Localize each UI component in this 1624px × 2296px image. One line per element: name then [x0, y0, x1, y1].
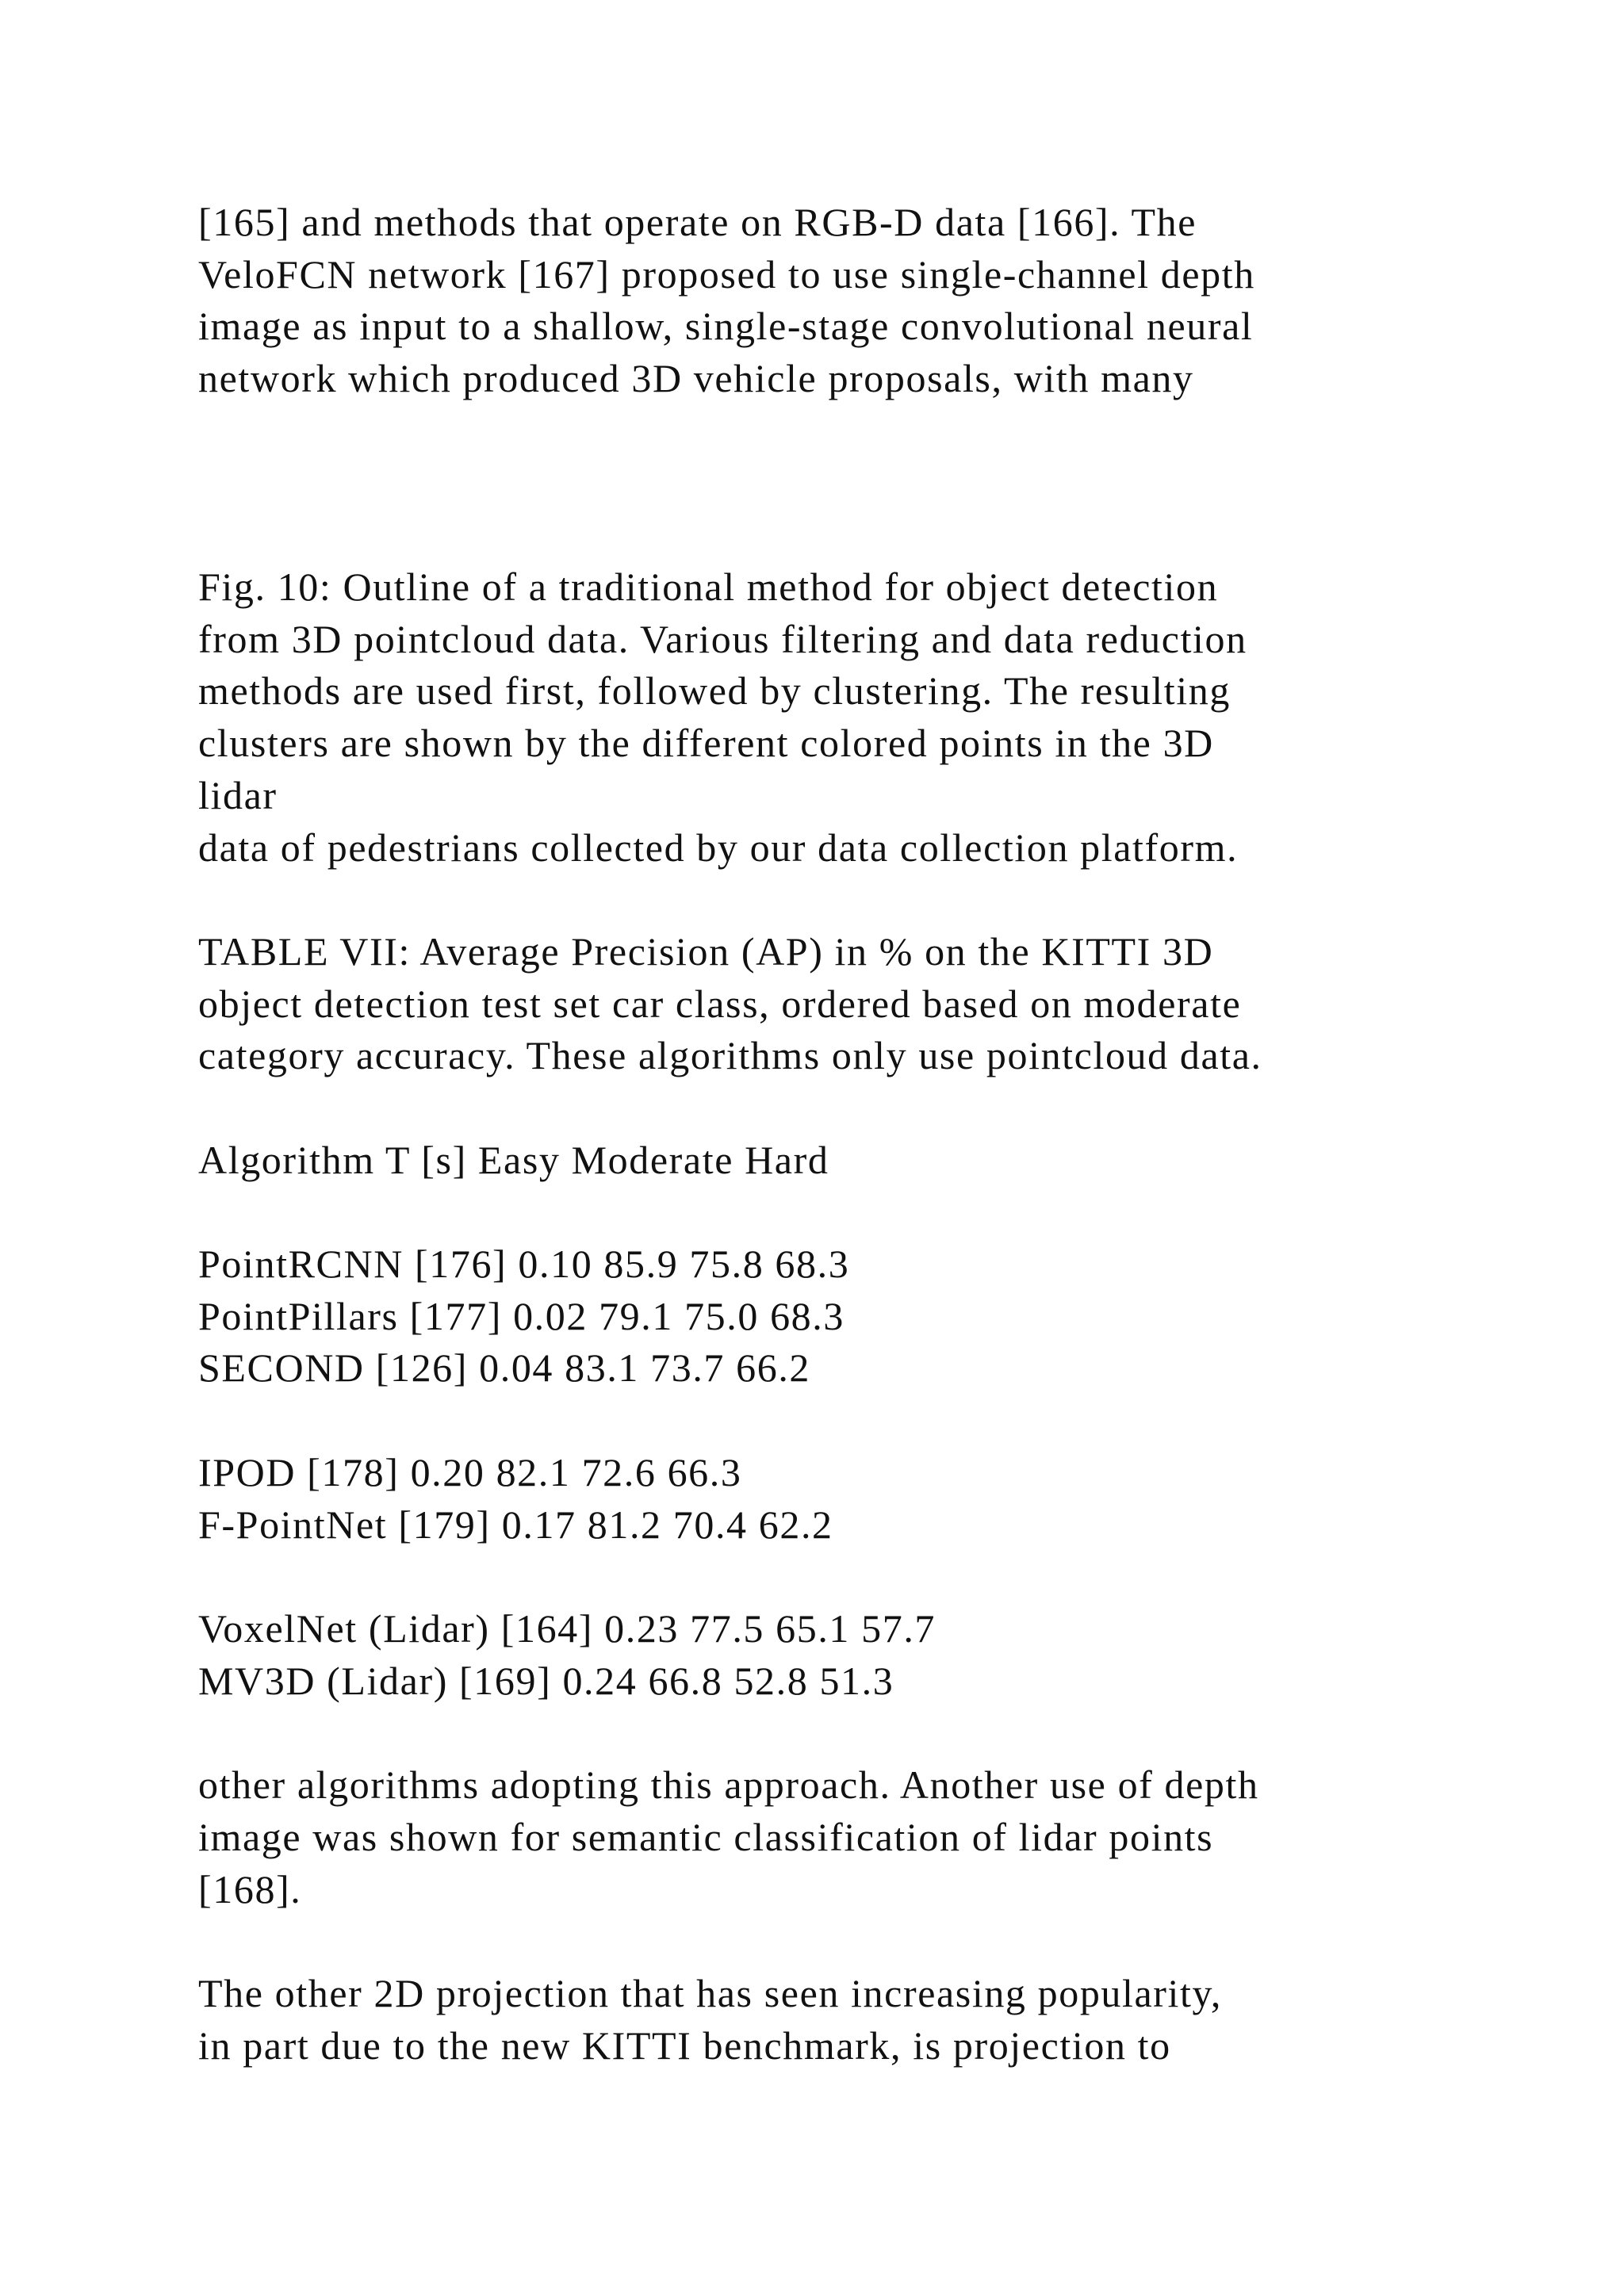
figure-caption-line-4: clusters are shown by the different colored points in the 3D: [198, 721, 1214, 765]
table-row-f-pointnet: F-PointNet [179] 0.17 81.2 70.4 62.2: [198, 1502, 833, 1547]
table-row-pointpillars: PointPillars [177] 0.02 79.1 75.0 68.3: [198, 1294, 845, 1338]
continuation-paragraph-line-2: image was shown for semantic classification of lidar points: [198, 1815, 1214, 1859]
intro-paragraph-line-2: VeloFCN network [167] proposed to use single-channel depth: [198, 252, 1255, 297]
table-caption-line-3: category accuracy. These algorithms only use pointcloud data.: [198, 1033, 1262, 1077]
figure-caption-line-5: lidar: [198, 773, 278, 817]
table-caption-line-2: object detection test set car class, ordered based on moderate: [198, 982, 1242, 1026]
figure-caption-line-6: data of pedestrians collected by our data collection platform.: [198, 825, 1239, 870]
continuation-paragraph-line-1: other algorithms adopting this approach. Another use of depth: [198, 1762, 1259, 1807]
figure-caption-line-2: from 3D pointcloud data. Various filtering and data reduction: [198, 617, 1247, 661]
continuation-paragraph-line-3: [168].: [198, 1867, 302, 1911]
intro-paragraph-line-1: [165] and methods that operate on RGB-D data [166]. The: [198, 200, 1197, 244]
intro-paragraph-line-4: network which produced 3D vehicle proposals, with many: [198, 356, 1194, 400]
figure-caption-line-1: Fig. 10: Outline of a traditional method for object detection: [198, 564, 1219, 609]
final-paragraph-line-1: The other 2D projection that has seen increasing popularity,: [198, 1971, 1222, 2015]
table-header: Algorithm T [s] Easy Moderate Hard: [198, 1138, 829, 1182]
table-row-ipod: IPOD [178] 0.20 82.1 72.6 66.3: [198, 1450, 742, 1494]
table-caption-line-1: TABLE VII: Average Precision (AP) in % on the KITTI 3D: [198, 929, 1214, 974]
intro-paragraph-line-3: image as input to a shallow, single-stage convolutional neural: [198, 304, 1254, 348]
figure-caption-line-3: methods are used first, followed by clustering. The resulting: [198, 668, 1231, 713]
table-row-mv3d: MV3D (Lidar) [169] 0.24 66.8 52.8 51.3: [198, 1659, 894, 1703]
table-row-second: SECOND [126] 0.04 83.1 73.7 66.2: [198, 1345, 811, 1390]
final-paragraph-line-2: in part due to the new KITTI benchmark, is projection to: [198, 2023, 1171, 2068]
table-row-voxelnet: VoxelNet (Lidar) [164] 0.23 77.5 65.1 57.7: [198, 1606, 936, 1651]
table-row-pointrcnn: PointRCNN [176] 0.10 85.9 75.8 68.3: [198, 1242, 850, 1286]
